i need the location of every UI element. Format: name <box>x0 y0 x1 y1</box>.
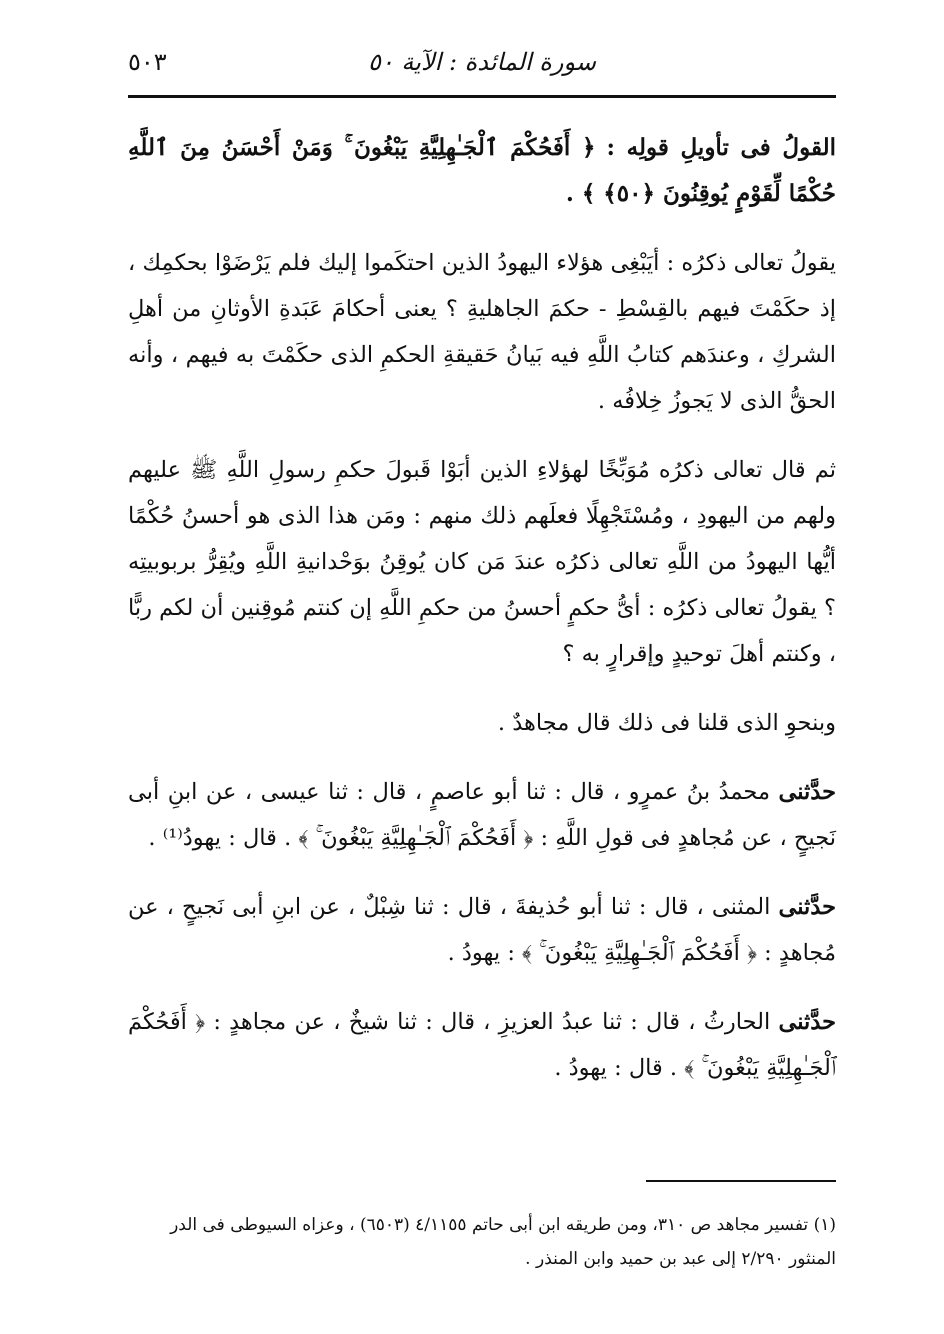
paragraph-lead: حدَّثنى <box>778 779 836 805</box>
running-title: سورة المائدة : الآية ٥٠ <box>368 48 596 76</box>
paragraph-text: المثنى ، قال : ثنا أبو حُذيفةَ ، قال : ثنا شِبْلٌ ، عن ابنِ أبى نَجيحٍ ، عن مُجاهدٍ : ﴿ أَفَحُكْمَ ٱلْجَـٰهِلِيَّةِ يَبْغُونَ ۚ ﴾ : يهودُ . <box>128 894 836 966</box>
page-number: ٥٠٣ <box>128 48 167 76</box>
paragraph-text: ثم قال تعالى ذكرُه مُوَبِّخًا لهؤلاءِ الذين أبَوْا قَبولَ حكمِ رسولِ اللَّهِ ﷺ عليهم ولهم من اليهودِ ، ومُسْتَجْهِلًا فعلَهم ذلك منهم : ومَن هذا الذى هو أحسنُ حُكْمًا أيُّها اليهودُ من اللَّهِ تعالى ذكرُه عندَ مَن كان يُوقِنُ بوَحْدانيةِ اللَّهِ ويُقِرُّ بربوبيتِه ؟ يقولُ تعالى ذكرُه : أىُّ حكمٍ أحسنُ من حكمِ اللَّهِ إن كنتم مُوقِنين أن لكم ربًّا ، وكنتم أهلَ توحيدٍ وإقرارٍ به ؟ <box>128 457 836 667</box>
quran-verse: ﴿ أَفَحُكْمَ ٱلْجَـٰهِلِيَّةِ يَبْغُونَ ۚ وَمَنْ أَحْسَنُ مِنَ ٱللَّهِ حُكْمًا لِّقَوْمٍ يُوقِنُونَ ﴿٥٠﴾ ﴾ . <box>128 134 836 207</box>
paragraph-verse-heading <box>128 125 836 217</box>
paragraph-text: محمدُ بنُ عمرٍو ، قال : ثنا أبو عاصمٍ ، قال : ثنا عيسى ، عن ابنِ أبى نَجيحٍ ، عن مُجاهدٍ فى قولِ اللَّهِ : ﴿ أَفَحُكْمَ ٱلْجَـٰهِلِيَّةِ يَبْغُونَ ۚ ﴾ . قال : يهودُ⁽¹⁾ . <box>128 779 836 851</box>
footnote: (١) تفسير مجاهد ص ٣١٠، ومن طريقه ابن أبى حاتم ٤/١١٥٥ (٦٥٠٣) ، وعزاه السيوطى فى الدر المنثور ٢/٢٩٠ إلى عبد بن حميد وابن المنذر . <box>170 1215 836 1269</box>
paragraph-lead: حدَّثنى <box>778 1009 836 1035</box>
paragraph <box>128 447 836 677</box>
main-text <box>128 125 836 1114</box>
paragraph <box>128 700 836 746</box>
paragraph <box>128 240 836 424</box>
paragraph-text: وبنحوِ الذى قلنا فى ذلك قال مجاهدٌ . <box>497 710 836 736</box>
paragraph-hadith <box>128 999 836 1091</box>
header-rule <box>128 95 836 98</box>
paragraph-lead: حدَّثنى <box>778 894 836 920</box>
paragraph-hadith <box>128 884 836 976</box>
page-header <box>128 42 836 92</box>
footnote-rule <box>646 1180 836 1182</box>
paragraph-text: يقولُ تعالى ذكرُه : أيَبْغِى هؤلاء اليهودُ الذين احتكَموا إليك فلم يَرْضَوْا بحكمِك ، إذ حكَمْتَ فيهم بالقِسْطِ - حكمَ الجاهليةِ ؟ يعنى أحكامَ عَبَدةِ الأوثانِ من أهلِ الشركِ ، وعندَهم كتابُ اللَّهِ فيه بَيانُ حَقيقةِ الحكمِ الذى حكَمْتَ به فيهم ، وأنه الحقُّ الذى لا يَجوزُ خِلافُه . <box>128 250 836 414</box>
paragraph-hadith <box>128 769 836 861</box>
paragraph-text: الحارثُ ، قال : ثنا عبدُ العزيزِ ، قال : ثنا شيخٌ ، عن مجاهدٍ : ﴿ أَفَحُكْمَ ٱلْجَـٰهِلِيَّةِ يَبْغُونَ ۚ ﴾ . قال : يهودُ . <box>128 1009 836 1081</box>
paragraph-lead: القولُ فى تأويلِ قولِه : <box>606 134 836 161</box>
